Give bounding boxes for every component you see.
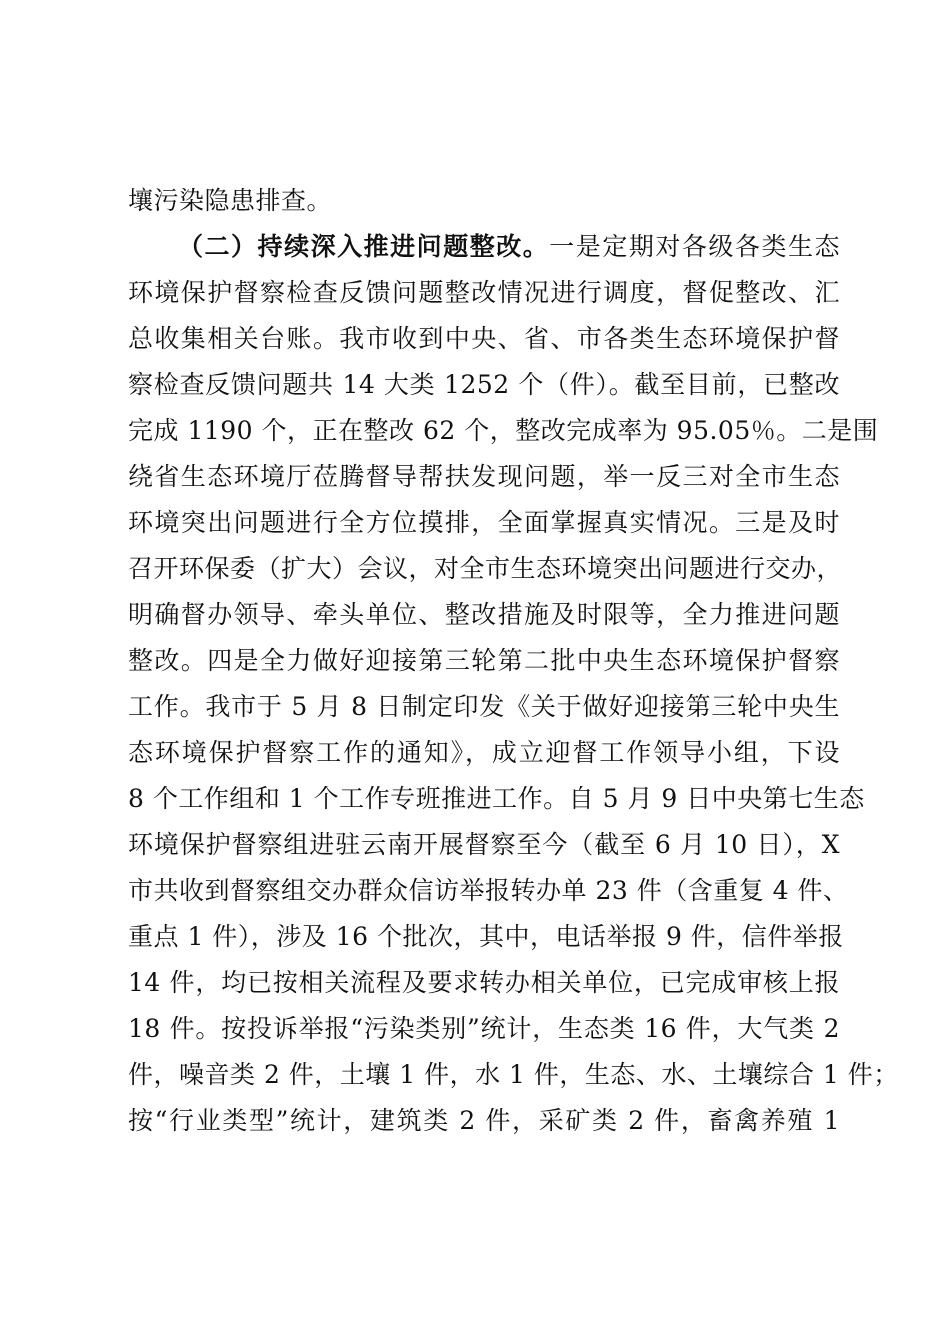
paragraph-line: 态环境保护督察工作的通知》，成立迎督工作领导小组，下设 [128,738,840,767]
paragraph-line: 壤污染隐患排查。 [128,186,333,215]
paragraph-line: 按“行业类型”统计，建筑类 2 件，采矿类 2 件，畜禽养殖 1 [128,1106,840,1135]
paragraph-line: 察检查反馈问题共 14 大类 1252 个（件）。截至目前，已整改 [128,370,840,399]
paragraph-line [128,224,840,270]
paragraph-line: 14 件，均已按相关流程及要求转办相关单位，已完成审核上报 [128,968,840,997]
paragraph-line: 环境保护督察组进驻云南开展督察至今（截至 6 月 10 日），X [128,830,840,859]
paragraph-line: 环境突出问题进行全方位摸排，全面掌握真实情况。三是及时 [128,508,840,537]
paragraph-line: 环境保护督察检查反馈问题整改情况进行调度，督促整改、汇 [128,278,840,307]
paragraph-line: 总收集相关台账。我市收到中央、省、市各类生态环境保护督 [128,324,840,353]
paragraph-line: 明确督办领导、牵头单位、整改措施及时限等，全力推进问题 [128,600,840,629]
document-body [128,178,899,1144]
paragraph-line: 重点 1 件），涉及 16 个批次，其中，电话举报 9 件，信件举报 [128,922,844,951]
paragraph-line: 件，噪音类 2 件，土壤 1 件，水 1 件，生态、水、土壤综合 1 件； [128,1060,899,1089]
paragraph-line: 工作。我市于 5 月 8 日制定印发《关于做好迎接第三轮中央生 [128,692,840,721]
paragraph-line: 整改。四是全力做好迎接第三轮第二批中央生态环境保护督察 [128,646,840,675]
paragraph-line: 市共收到督察组交办群众信访举报转办单 23 件（含重复 4 件、 [128,876,849,905]
paragraph-line: 18 件。按投诉举报“污染类别”统计，生态类 16 件，大气类 2 [128,1014,840,1043]
paragraph-line-text: 一是定期对各级各类生态 [549,232,840,261]
paragraph-line: 完成 1190 个，正在整改 62 个，整改完成率为 95.05％。二是围 [128,416,879,445]
section-heading: （二）持续深入推进问题整改。 [178,232,550,261]
paragraph-line: 召开环保委（扩大）会议，对全市生态环境突出问题进行交办， [128,554,843,583]
paragraph-line: 绕省生态环境厅莅腾督导帮扶发现问题，举一反三对全市生态 [128,462,840,491]
paragraph-line: 8 个工作组和 1 个工作专班推进工作。自 5 月 9 日中央第七生态 [128,784,865,813]
